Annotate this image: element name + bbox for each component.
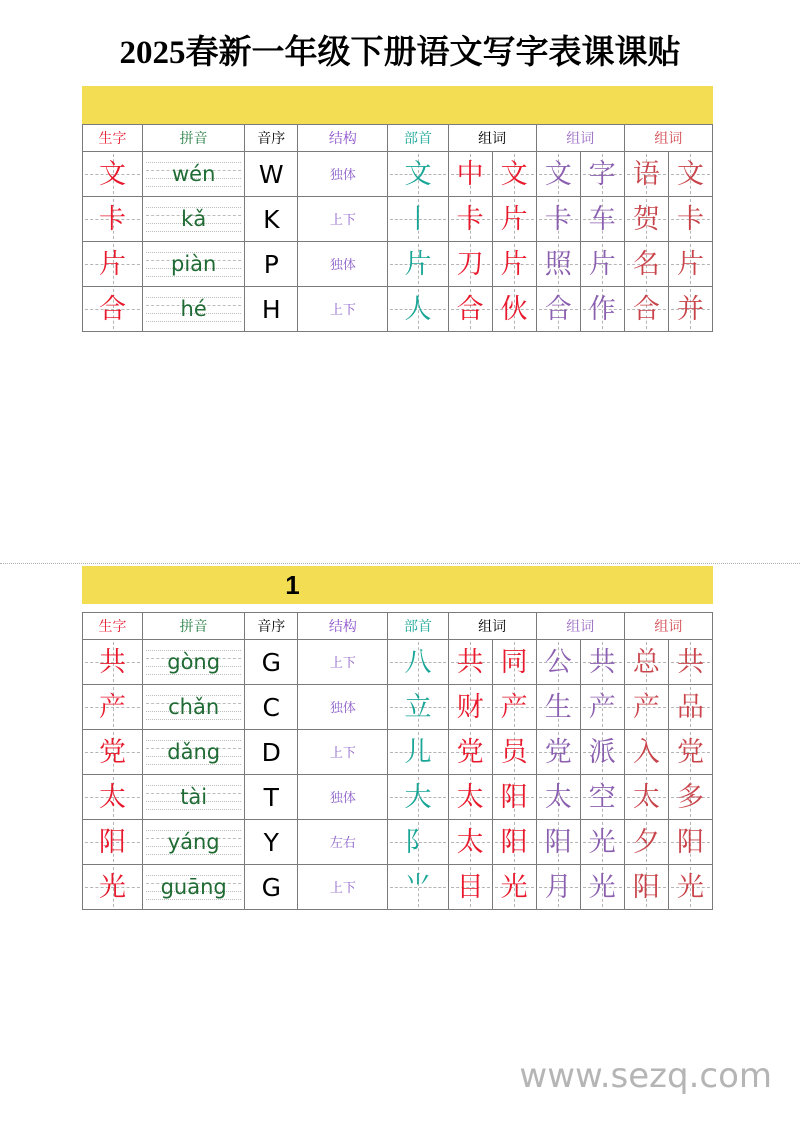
- cell-structure-text: 上下: [329, 745, 356, 760]
- cell-word1-char1: [448, 640, 492, 685]
- cell-word3-char2: [668, 287, 712, 332]
- cell-word3-char1-glyph: 阳: [632, 871, 660, 902]
- cell-initial-text: W: [258, 159, 284, 189]
- cell-radical: [388, 685, 448, 730]
- column-header-word-2: 组词: [536, 613, 624, 640]
- cell-word1-char1-glyph: 财: [456, 691, 484, 722]
- cell-word3-char2: [668, 865, 712, 910]
- cell-word2-char1-glyph: 照: [544, 248, 572, 279]
- cell-character: [83, 865, 143, 910]
- cell-character-glyph: 阳: [99, 826, 127, 857]
- cell-word1-char2-glyph: 文: [500, 158, 528, 189]
- cell-pinyin-text: hé: [180, 297, 207, 321]
- cell-character: [83, 152, 143, 197]
- cell-word3-char2-glyph: 文: [676, 158, 704, 189]
- cell-structure: [298, 775, 388, 820]
- cell-word3-char1-glyph: 产: [632, 691, 660, 722]
- cell-initial: [245, 152, 298, 197]
- cell-structure: [298, 152, 388, 197]
- column-header-structure: 结构: [298, 125, 388, 152]
- cell-character-glyph: 党: [99, 736, 127, 767]
- cell-word3-char2-glyph: 品: [676, 691, 704, 722]
- cell-structure: [298, 640, 388, 685]
- cell-radical: [388, 197, 448, 242]
- cell-word1-char1: [448, 730, 492, 775]
- cell-word2-char2-glyph: 空: [588, 781, 616, 812]
- cell-word1-char1-glyph: 合: [456, 293, 484, 324]
- cell-word1-char2: [492, 685, 536, 730]
- cell-pinyin: [143, 287, 245, 332]
- cell-word2-char1: [536, 152, 580, 197]
- cell-pinyin-text: wén: [171, 162, 216, 186]
- cell-character-glyph: 光: [99, 871, 127, 902]
- cell-structure-text: 独体: [329, 700, 356, 715]
- cell-word2-char2: [580, 730, 624, 775]
- cell-radical-glyph: 人: [404, 293, 432, 324]
- cell-character-glyph: 片: [99, 248, 127, 279]
- cell-pinyin: [143, 152, 245, 197]
- cell-word1-char2: [492, 775, 536, 820]
- cell-word2-char1: [536, 197, 580, 242]
- cell-word3-char1: [624, 640, 668, 685]
- cell-word2-char1: [536, 730, 580, 775]
- cell-word2-char2: [580, 865, 624, 910]
- cell-word2-char1: [536, 287, 580, 332]
- cell-word1-char2: [492, 640, 536, 685]
- cell-structure: [298, 820, 388, 865]
- cell-word2-char1: [536, 640, 580, 685]
- table-header-row: [83, 613, 713, 640]
- cell-word2-char2-glyph: 光: [588, 826, 616, 857]
- watermark: www.sezq.com: [519, 1056, 772, 1096]
- cell-structure-text: 左右: [329, 835, 356, 850]
- cell-word3-char1: [624, 287, 668, 332]
- cell-radical-glyph: 文: [404, 158, 432, 189]
- table-row: [83, 685, 713, 730]
- cell-pinyin-text: piàn: [171, 252, 217, 276]
- section-banner-1: [82, 86, 713, 124]
- cell-word2-char2: [580, 287, 624, 332]
- cell-word1-char2-glyph: 同: [500, 646, 528, 677]
- cell-initial: [245, 775, 298, 820]
- cell-character: [83, 730, 143, 775]
- cell-word3-char1-glyph: 入: [632, 736, 660, 767]
- column-header-word-3: 组词: [624, 613, 712, 640]
- cell-word1-char2-glyph: 片: [500, 203, 528, 234]
- cell-word1-char2-glyph: 光: [500, 871, 528, 902]
- cell-initial: [245, 865, 298, 910]
- cell-word2-char2: [580, 685, 624, 730]
- cell-pinyin: [143, 640, 245, 685]
- cell-character-glyph: 太: [99, 781, 127, 812]
- cell-structure: [298, 287, 388, 332]
- cell-word3-char2-glyph: 党: [676, 736, 704, 767]
- cell-word3-char2-glyph: 多: [676, 781, 704, 812]
- cell-word1-char2: [492, 287, 536, 332]
- cell-word2-char1: [536, 685, 580, 730]
- cell-word3-char2: [668, 152, 712, 197]
- cell-radical-glyph: 阝: [404, 826, 432, 857]
- cell-word1-char2-glyph: 伙: [500, 293, 528, 324]
- cell-word3-char2-glyph: 阳: [676, 826, 704, 857]
- cell-word3-char2-glyph: 光: [676, 871, 704, 902]
- cell-word1-char1-glyph: 中: [456, 158, 484, 189]
- cell-word3-char2-glyph: 片: [676, 248, 704, 279]
- cell-word3-char1: [624, 152, 668, 197]
- cell-word1-char2-glyph: 产: [500, 691, 528, 722]
- cell-word3-char1-glyph: 贺: [632, 203, 660, 234]
- cell-radical-glyph: 丨: [404, 203, 432, 234]
- cell-word1-char1-glyph: 党: [456, 736, 484, 767]
- cell-word2-char1-glyph: 公: [544, 646, 572, 677]
- cell-initial-text: G: [261, 647, 281, 677]
- cell-word1-char2-glyph: 员: [500, 736, 528, 767]
- section-banner-2: [82, 566, 713, 604]
- cell-pinyin-text: chǎn: [168, 695, 220, 719]
- character-table-2: [82, 612, 713, 910]
- table-row: [83, 775, 713, 820]
- cell-word1-char1: [448, 242, 492, 287]
- cell-word1-char2: [492, 242, 536, 287]
- cell-word3-char2-glyph: 并: [676, 293, 704, 324]
- cell-structure: [298, 242, 388, 287]
- cell-character: [83, 242, 143, 287]
- cell-pinyin: [143, 730, 245, 775]
- page-break-divider: [0, 563, 800, 564]
- cell-character-glyph: 共: [99, 646, 127, 677]
- cell-initial-text: K: [263, 204, 280, 234]
- cell-structure-text: 独体: [329, 790, 356, 805]
- cell-word2-char2: [580, 640, 624, 685]
- cell-initial-text: P: [263, 249, 279, 279]
- cell-initial-text: T: [263, 782, 279, 812]
- table-header-row: [83, 125, 713, 152]
- cell-structure: [298, 865, 388, 910]
- cell-initial: [245, 685, 298, 730]
- cell-word1-char2: [492, 865, 536, 910]
- cell-word3-char2: [668, 820, 712, 865]
- cell-radical-glyph: 八: [404, 646, 432, 677]
- cell-word3-char1-glyph: 语: [632, 158, 660, 189]
- cell-word1-char2: [492, 152, 536, 197]
- cell-radical-glyph: 大: [404, 781, 432, 812]
- table-row: [83, 287, 713, 332]
- column-header-character: 生字: [83, 125, 143, 152]
- cell-word3-char2-glyph: 卡: [676, 203, 704, 234]
- cell-structure-text: 上下: [329, 302, 356, 317]
- cell-word3-char2: [668, 775, 712, 820]
- cell-word2-char2-glyph: 片: [588, 248, 616, 279]
- cell-radical: [388, 287, 448, 332]
- cell-word3-char1-glyph: 总: [632, 646, 660, 677]
- cell-initial: [245, 820, 298, 865]
- cell-character-glyph: 卡: [99, 203, 127, 234]
- table-row: [83, 820, 713, 865]
- cell-initial: [245, 640, 298, 685]
- cell-word2-char1-glyph: 阳: [544, 826, 572, 857]
- cell-structure-text: 上下: [329, 880, 356, 895]
- section-banner-label-2: 1: [285, 569, 300, 600]
- cell-pinyin-text: yáng: [167, 830, 220, 854]
- column-header-pinyin: 拼音: [143, 613, 245, 640]
- cell-radical: [388, 640, 448, 685]
- cell-pinyin: [143, 197, 245, 242]
- cell-word3-char1: [624, 242, 668, 287]
- cell-initial: [245, 287, 298, 332]
- cell-word3-char1: [624, 820, 668, 865]
- cell-structure-text: 独体: [329, 257, 356, 272]
- table-row: [83, 730, 713, 775]
- cell-word1-char1-glyph: 共: [456, 646, 484, 677]
- column-header-word-1: 组词: [448, 613, 536, 640]
- cell-radical: [388, 730, 448, 775]
- cell-word3-char2: [668, 242, 712, 287]
- cell-word2-char1-glyph: 合: [544, 293, 572, 324]
- cell-character: [83, 685, 143, 730]
- cell-word2-char2-glyph: 产: [588, 691, 616, 722]
- cell-initial: [245, 730, 298, 775]
- cell-word3-char2: [668, 197, 712, 242]
- cell-word2-char2-glyph: 共: [588, 646, 616, 677]
- column-header-word-2: 组词: [536, 125, 624, 152]
- cell-word1-char2-glyph: 阳: [500, 781, 528, 812]
- section-banner-label-1: [82, 86, 713, 124]
- cell-radical: [388, 242, 448, 287]
- cell-word2-char1-glyph: 卡: [544, 203, 572, 234]
- table-row: [83, 152, 713, 197]
- cell-character-glyph: 文: [99, 158, 127, 189]
- cell-character: [83, 287, 143, 332]
- table-row: [83, 242, 713, 287]
- cell-radical-glyph: 儿: [404, 736, 432, 767]
- cell-word1-char1: [448, 685, 492, 730]
- column-header-word-1: 组词: [448, 125, 536, 152]
- cell-word1-char2-glyph: 片: [500, 248, 528, 279]
- cell-word1-char2: [492, 820, 536, 865]
- cell-word2-char2: [580, 820, 624, 865]
- cell-word3-char1: [624, 685, 668, 730]
- cell-word3-char1: [624, 730, 668, 775]
- cell-pinyin-text: guāng: [160, 875, 227, 899]
- cell-word3-char1-glyph: 名: [632, 248, 660, 279]
- cell-initial-text: G: [261, 872, 281, 902]
- cell-word2-char1-glyph: 月: [544, 871, 572, 902]
- cell-structure: [298, 685, 388, 730]
- cell-word2-char2: [580, 775, 624, 820]
- cell-word1-char1-glyph: 太: [456, 826, 484, 857]
- cell-word2-char1-glyph: 太: [544, 781, 572, 812]
- cell-word2-char2: [580, 152, 624, 197]
- cell-word2-char1-glyph: 文: [544, 158, 572, 189]
- cell-character: [83, 640, 143, 685]
- cell-pinyin: [143, 242, 245, 287]
- cell-word3-char2: [668, 640, 712, 685]
- cell-initial-text: Y: [263, 827, 279, 857]
- column-header-radical: 部首: [388, 125, 448, 152]
- cell-pinyin-text: tài: [180, 785, 208, 809]
- cell-word2-char2-glyph: 作: [588, 293, 616, 324]
- cell-word1-char1: [448, 287, 492, 332]
- cell-word3-char1: [624, 197, 668, 242]
- cell-word1-char2: [492, 730, 536, 775]
- cell-character: [83, 197, 143, 242]
- cell-character-glyph: 产: [99, 691, 127, 722]
- cell-word1-char1: [448, 865, 492, 910]
- cell-initial: [245, 242, 298, 287]
- cell-word1-char1: [448, 152, 492, 197]
- cell-word3-char2: [668, 730, 712, 775]
- cell-structure: [298, 197, 388, 242]
- cell-structure-text: 上下: [329, 655, 356, 670]
- cell-pinyin: [143, 865, 245, 910]
- cell-word2-char2: [580, 242, 624, 287]
- cell-character-glyph: 合: [99, 293, 127, 324]
- cell-word2-char1: [536, 775, 580, 820]
- cell-radical-glyph: ⺌: [404, 871, 432, 902]
- cell-structure-text: 独体: [329, 167, 356, 182]
- cell-pinyin: [143, 685, 245, 730]
- cell-initial: [245, 197, 298, 242]
- column-header-character: 生字: [83, 613, 143, 640]
- cell-radical-glyph: 片: [404, 248, 432, 279]
- cell-word2-char1-glyph: 党: [544, 736, 572, 767]
- cell-radical: [388, 865, 448, 910]
- cell-word1-char2-glyph: 阳: [500, 826, 528, 857]
- cell-initial-text: D: [261, 737, 281, 767]
- cell-radical-glyph: 立: [404, 691, 432, 722]
- cell-word1-char2: [492, 197, 536, 242]
- cell-word1-char1-glyph: 太: [456, 781, 484, 812]
- page-title: 2025春新一年级下册语文写字表课课贴: [119, 35, 681, 71]
- cell-word1-char1-glyph: 卡: [456, 203, 484, 234]
- cell-word3-char1-glyph: 合: [632, 293, 660, 324]
- cell-word1-char1: [448, 775, 492, 820]
- cell-structure-text: 上下: [329, 212, 356, 227]
- cell-word2-char1: [536, 865, 580, 910]
- column-header-pinyin: 拼音: [143, 125, 245, 152]
- cell-initial-text: H: [261, 294, 281, 324]
- cell-word3-char1: [624, 865, 668, 910]
- cell-word1-char1: [448, 820, 492, 865]
- cell-word3-char2: [668, 685, 712, 730]
- cell-word2-char2-glyph: 车: [588, 203, 616, 234]
- column-header-word-3: 组词: [624, 125, 712, 152]
- cell-word3-char2-glyph: 共: [676, 646, 704, 677]
- cell-pinyin: [143, 820, 245, 865]
- cell-word2-char2: [580, 197, 624, 242]
- cell-word2-char2-glyph: 派: [588, 736, 616, 767]
- cell-initial-text: C: [262, 692, 281, 722]
- table-row: [83, 640, 713, 685]
- column-header-radical: 部首: [388, 613, 448, 640]
- cell-radical: [388, 820, 448, 865]
- cell-character: [83, 775, 143, 820]
- column-header-structure: 结构: [298, 613, 388, 640]
- cell-radical: [388, 775, 448, 820]
- character-table-1: [82, 124, 713, 332]
- cell-word1-char1-glyph: 刀: [456, 248, 484, 279]
- cell-word2-char1: [536, 820, 580, 865]
- table-row: [83, 865, 713, 910]
- cell-word2-char2-glyph: 字: [588, 158, 616, 189]
- cell-word3-char1: [624, 775, 668, 820]
- cell-structure: [298, 730, 388, 775]
- cell-pinyin-text: dǎng: [167, 740, 221, 764]
- cell-word3-char1-glyph: 夕: [632, 826, 660, 857]
- cell-pinyin-text: gòng: [167, 650, 221, 674]
- cell-word2-char1: [536, 242, 580, 287]
- column-header-initial: 音序: [245, 613, 298, 640]
- cell-word1-char1: [448, 197, 492, 242]
- cell-word3-char1-glyph: 太: [632, 781, 660, 812]
- cell-word1-char1-glyph: 目: [456, 871, 484, 902]
- table-row: [83, 197, 713, 242]
- cell-radical: [388, 152, 448, 197]
- column-header-initial: 音序: [245, 125, 298, 152]
- cell-word2-char2-glyph: 光: [588, 871, 616, 902]
- cell-character: [83, 820, 143, 865]
- cell-pinyin: [143, 775, 245, 820]
- cell-word2-char1-glyph: 生: [544, 691, 572, 722]
- cell-pinyin-text: kǎ: [181, 207, 207, 231]
